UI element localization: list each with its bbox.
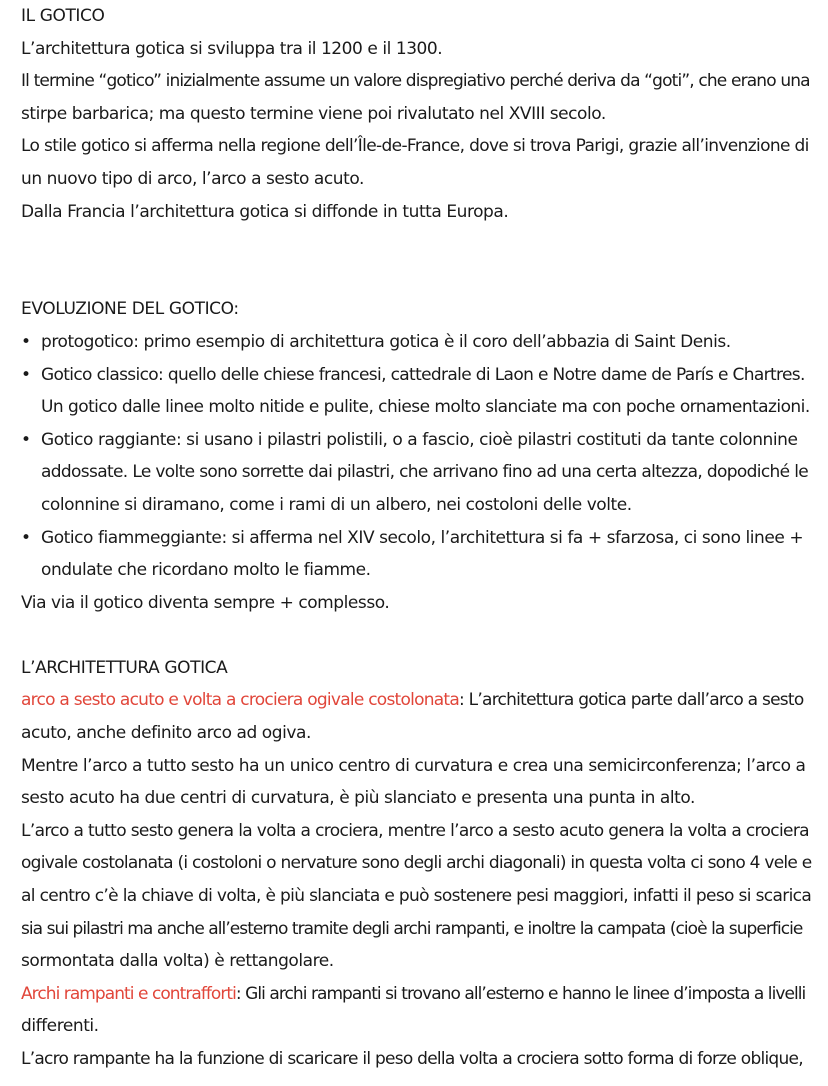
spacer — [21, 261, 811, 294]
paragraph-line: L’architettura gotica si sviluppa tra il 1200 e il 1300. — [21, 38, 443, 59]
list-item-continuation: addossate. Le volte sono sorrette dai pilastri, che arrivano fino ad una certa altezza, dopodiché le — [41, 462, 809, 483]
list-item-text: Gotico fiammeggiante: si afferma nel XIV secolo, l’architettura si fa + sfarzosa, ci sono linee + — [41, 527, 804, 548]
list-item — [21, 522, 811, 555]
paragraph-line: Via via il gotico diventa sempre + complesso. — [21, 592, 390, 613]
paragraph-text: : L’architettura gotica parte dall’arco a sesto — [459, 690, 804, 711]
section-title-evoluzione: EVOLUZIONE DEL GOTICO: — [21, 299, 239, 320]
paragraph-line: sesto acuto ha due centri di curvatura, è più slanciato e presenta una punta in alto. — [21, 788, 695, 809]
highlight-term: arco a sesto acuto e volta a crociera ogivale costolonata — [21, 690, 460, 711]
paragraph-line: L’arco a tutto sesto genera la volta a crociera, mentre l’arco a sesto acuto genera la volta a crociera — [21, 820, 809, 841]
list-item-text: Gotico raggiante: si usano i pilastri polistili, o a fascio, cioè pilastri costituti da tante colonnine — [41, 429, 798, 450]
spacer — [21, 619, 811, 652]
bullet-icon: • — [21, 331, 31, 352]
paragraph-text: : Gli archi rampanti si trovano all’esterno e hanno le linee d’imposta a livelli — [235, 983, 806, 1004]
paragraph-line: ogivale costolanata (i costoloni o nervature sono degli archi diagonali) in questa volta ci sono 4 vele e — [21, 853, 812, 874]
highlight-term: Archi rampanti e contrafforti — [21, 983, 236, 1004]
paragraph-line: Dalla Francia l’architettura gotica si diffonde in tutta Europa. — [21, 201, 509, 222]
section-title-architettura-gotica: L’ARCHITETTURA GOTICA — [21, 657, 228, 678]
paragraph-line: sia sui pilastri ma anche all’esterno tramite degli archi rampanti, e inoltre la campata (cioè la superficie — [21, 918, 803, 939]
spacer — [21, 228, 811, 261]
list-item — [21, 326, 811, 359]
list-item — [21, 359, 811, 392]
list-item-continuation: colonnine si diramano, come i rami di un albero, nei costoloni delle volte. — [41, 494, 632, 515]
paragraph-line: un nuovo tipo di arco, l’arco a sesto acuto. — [21, 168, 364, 189]
bullet-icon: • — [21, 364, 31, 385]
list-item-continuation: ondulate che ricordano molto le fiamme. — [41, 560, 371, 581]
list-item-text: protogotico: primo esempio di architettura gotica è il coro dell’abbazia di Saint Denis. — [41, 331, 731, 352]
document-page — [21, 0, 811, 1076]
paragraph-line: Lo stile gotico si afferma nella regione dell’Île-de-France, dove si trova Parigi, grazie all’invenzione di — [21, 136, 809, 157]
bullet-icon: • — [21, 527, 31, 548]
paragraph-line: al centro c’è la chiave di volta, è più slanciata e può sostenere pesi maggiori, infatti il peso si scarica — [21, 886, 812, 907]
paragraph-line: L’acro rampante ha la funzione di scaricare il peso della volta a crociera sotto forma di forze oblique, — [21, 1049, 803, 1069]
section-title-il-gotico: IL GOTICO — [21, 6, 105, 26]
bullet-icon: • — [21, 429, 31, 450]
list-item-text: Gotico classico: quello delle chiese francesi, cattedrale di Laon e Notre dame de París e Chartres. — [41, 364, 805, 385]
paragraph-line — [21, 978, 811, 1011]
paragraph-line: acuto, anche definito arco ad ogiva. — [21, 723, 311, 744]
list-item — [21, 424, 811, 457]
paragraph-line: sormontata dalla volta) è rettangolare. — [21, 951, 334, 972]
paragraph-line: stirpe barbarica; ma questo termine viene poi rivalutato nel XVIII secolo. — [21, 103, 606, 124]
list-item-continuation: Un gotico dalle linee molto nitide e pulite, chiese molto slanciate ma con poche ornamentazioni. — [41, 397, 810, 418]
paragraph-line: Mentre l’arco a tutto sesto ha un unico centro di curvatura e crea una semicirconferenza; l’arco a — [21, 755, 806, 776]
paragraph-line — [21, 684, 811, 717]
paragraph-line: Il termine “gotico” inizialmente assume un valore dispregiativo perché deriva da “goti”, che erano una — [21, 71, 810, 92]
paragraph-line: differenti. — [21, 1016, 99, 1037]
